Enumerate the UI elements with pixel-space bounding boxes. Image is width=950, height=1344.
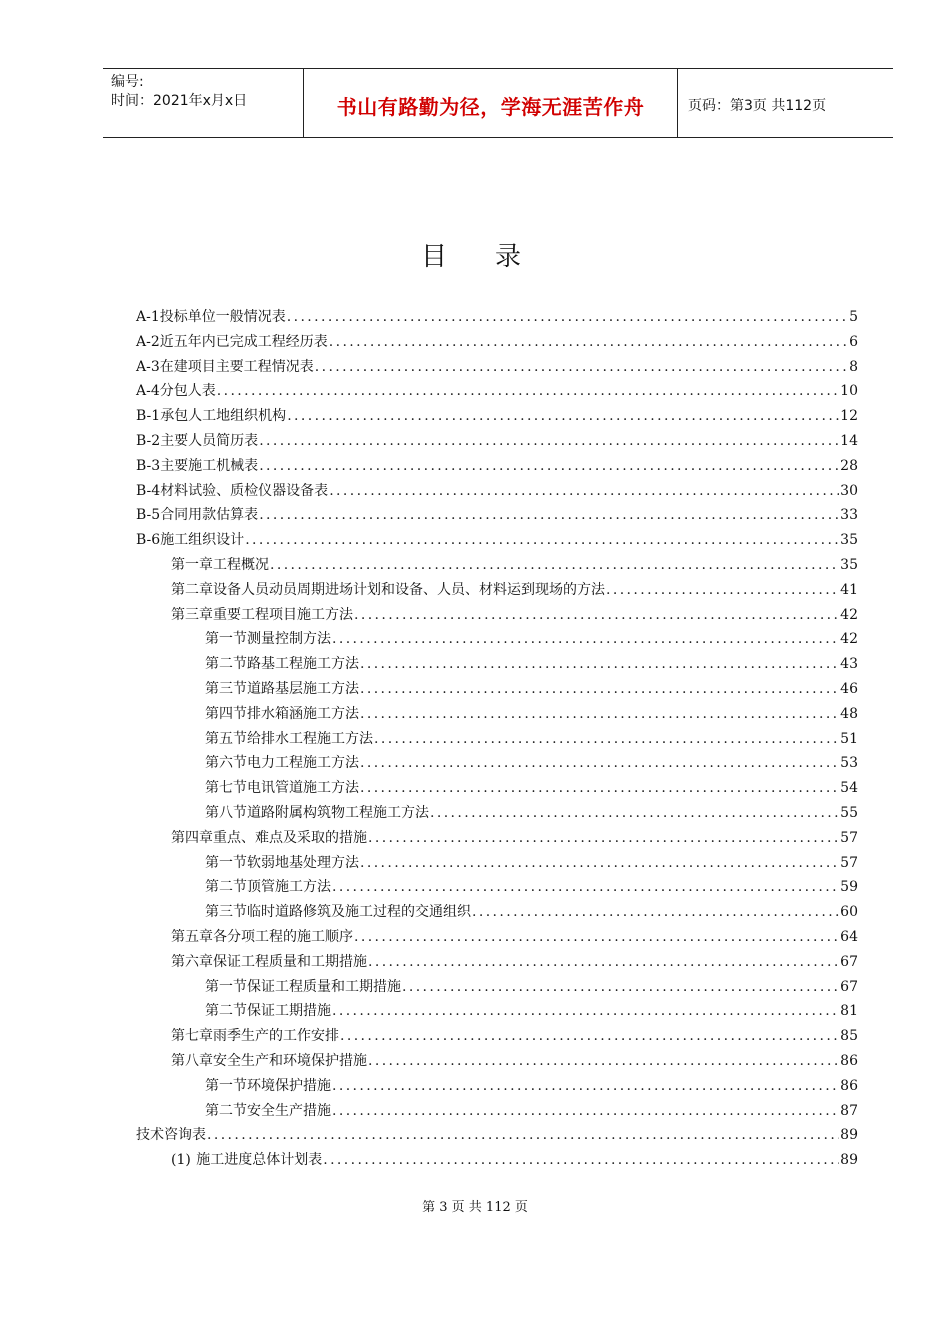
toc-entry-page: 67: [840, 978, 858, 995]
toc-entry-title: 施工组织设计: [160, 532, 245, 549]
toc-leader-dots: [329, 481, 839, 501]
toc-entry-code: B-4: [136, 482, 161, 499]
toc-entry-page: 6: [849, 333, 858, 350]
toc-entry-page: 81: [840, 1003, 858, 1020]
toc-entry-title: 投标单位一般情况表: [159, 309, 286, 325]
toc-leader-dots: [323, 1150, 839, 1170]
toc-entry-code: 第八节: [205, 805, 247, 821]
toc-entry[interactable]: [136, 303, 858, 327]
toc-entry-code: 第七章: [171, 1028, 213, 1045]
toc-entry-title: 电力工程施工方法: [247, 755, 359, 772]
toc-entry-page: 89: [840, 1127, 858, 1144]
toc-entry-title: 临时道路修筑及施工过程的交通组织: [247, 904, 471, 921]
toc-entry[interactable]: [171, 601, 858, 625]
toc-entry-page: 8: [849, 358, 858, 375]
toc-entry[interactable]: [205, 675, 858, 699]
toc-entry[interactable]: [205, 1097, 858, 1121]
toc-entry-title: 路基工程施工方法: [247, 656, 359, 673]
toc-entry-page: 5: [849, 309, 858, 325]
toc-leader-dots: [287, 406, 839, 426]
toc-entry-code: 第二节: [205, 1102, 247, 1119]
toc-entry-page: 42: [840, 631, 858, 648]
toc-entry-code: 第一章: [171, 557, 213, 573]
toc-leader-dots: [340, 1026, 839, 1046]
toc-entry-title: 承包人工地组织机构: [160, 408, 287, 425]
toc-entry-code: 第二节: [205, 879, 247, 896]
toc-entry-title: 重要工程项目施工方法: [213, 606, 353, 623]
toc-entry-title: 软弱地基处理方法: [247, 854, 359, 871]
toc-entry-title: 雨季生产的工作安排: [213, 1028, 339, 1045]
header-cell-motto: [304, 69, 678, 137]
toc-entry-page: 51: [840, 730, 858, 747]
toc-entry-title: 安全生产措施: [247, 1102, 331, 1119]
toc-entry-page: 41: [840, 581, 858, 598]
toc-entry-page: 67: [840, 953, 858, 970]
toc-leader-dots: [360, 654, 839, 674]
toc-entry-code: 第五章: [171, 929, 213, 945]
toc-entry-title: 工程概况: [213, 557, 269, 573]
time-label: 时间：2021年x月x日: [111, 93, 248, 109]
toc-entry-code: 第八章: [171, 1053, 213, 1069]
toc-entry-code: A-2: [136, 333, 160, 350]
toc-entry-code: 第三章: [171, 606, 213, 623]
toc-entry-code: 第二节: [205, 656, 247, 673]
page-footer: 第 3 页 共 112 页: [422, 1200, 528, 1215]
toc-entry[interactable]: [136, 328, 858, 352]
toc-entry[interactable]: [205, 898, 858, 922]
toc-entry-page: 85: [840, 1028, 858, 1045]
toc-entry[interactable]: [171, 1022, 858, 1046]
toc-entry-title: 技术咨询表: [136, 1127, 206, 1144]
toc-entry[interactable]: [205, 873, 858, 897]
toc-entry[interactable]: [136, 427, 858, 451]
toc-entry[interactable]: [171, 551, 858, 575]
toc-entry[interactable]: [136, 452, 858, 476]
toc-leader-dots: [207, 1125, 839, 1145]
toc-entry-title: 施工进度总体计划表: [196, 1152, 323, 1169]
toc-entry[interactable]: [205, 774, 858, 798]
toc-entry[interactable]: [205, 749, 858, 773]
toc-entry-code: B-5: [136, 507, 161, 524]
toc-entry-page: 55: [840, 805, 858, 821]
toc-leader-dots: [332, 629, 839, 649]
toc-entry-page: 35: [840, 557, 858, 573]
toc-leader-dots: [354, 605, 839, 625]
toc-entry-title: 在建项目主要工程情况表: [159, 358, 314, 375]
toc-entry-page: 54: [840, 780, 858, 797]
toc-entry-title: 保证工期措施: [247, 1003, 331, 1020]
toc-entry[interactable]: [205, 625, 858, 649]
toc-entry-code: 第四章: [171, 829, 213, 846]
toc-entry-title: 设备人员动员周期进场计划和设备、人员、材料运到现场的方法: [213, 581, 605, 598]
toc-entry-code: (1): [171, 1152, 191, 1169]
toc-leader-dots: [360, 679, 839, 699]
toc-entry[interactable]: [171, 1047, 858, 1071]
header-cell-meta: [103, 69, 304, 137]
toc-entry-page: 87: [840, 1102, 858, 1119]
toc-entry[interactable]: [171, 1146, 858, 1170]
toc-entry[interactable]: [136, 1121, 858, 1145]
toc-entry-code: 第四节: [205, 705, 247, 722]
toc-entry-code: 第五节: [205, 730, 247, 747]
toc-entry-title: 道路附属构筑物工程施工方法: [247, 805, 429, 821]
toc-entry[interactable]: [136, 377, 858, 401]
toc-entry[interactable]: [136, 353, 858, 377]
toc-entry-title: 排水箱涵施工方法: [247, 705, 359, 722]
toc-entry-code: B-2: [136, 433, 161, 449]
toc-entry-code: 第六节: [205, 755, 247, 772]
toc-entry-title: 保证工程质量和工期措施: [247, 978, 401, 995]
toc-entry-title: 安全生产和环境保护措施: [213, 1053, 367, 1069]
toc-entry-title: 道路基层施工方法: [247, 681, 359, 697]
toc-leader-dots: [368, 828, 839, 848]
toc-leader-dots: [402, 977, 839, 997]
toc-entry-code: A-4: [136, 383, 160, 400]
page-info: 页码：第3页 共112页: [688, 98, 827, 114]
toc-entry-title: 电讯管道施工方法: [247, 780, 359, 797]
toc-entry-page: 35: [840, 532, 858, 549]
page-title: 目录: [420, 242, 569, 272]
toc-entry[interactable]: [136, 402, 858, 426]
toc-leader-dots: [245, 530, 839, 550]
toc-entry[interactable]: [171, 923, 858, 947]
toc-leader-dots: [430, 803, 839, 823]
toc-entry-title: 主要施工机械表: [160, 457, 259, 474]
toc-entry[interactable]: [171, 948, 858, 972]
toc-entry-page: 10: [840, 383, 858, 400]
toc-entry-title: 重点、难点及采取的措施: [213, 829, 367, 846]
toc-entry-code: 第一节: [205, 978, 247, 995]
toc-leader-dots: [332, 1001, 839, 1021]
toc-entry-code: B-6: [136, 532, 161, 549]
toc-entry-page: 57: [840, 854, 858, 871]
toc-leader-dots: [332, 1076, 839, 1096]
toc-entry-page: 42: [840, 606, 858, 623]
toc-entry-page: 28: [840, 457, 858, 474]
toc-leader-dots: [606, 580, 839, 600]
toc-leader-dots: [270, 555, 839, 575]
header-table: [103, 68, 893, 138]
toc-leader-dots: [315, 357, 848, 377]
toc-leader-dots: [287, 307, 848, 327]
toc-entry-code: 第一节: [205, 1077, 247, 1094]
toc-entry-page: 43: [840, 656, 858, 673]
toc-entry[interactable]: [136, 501, 858, 525]
toc-leader-dots: [368, 1051, 839, 1071]
toc-entry-code: 第二节: [205, 1003, 247, 1020]
toc-leader-dots: [360, 704, 839, 724]
toc-entry[interactable]: [136, 526, 858, 550]
toc-entry-title: 主要人员简历表: [160, 433, 259, 449]
toc-leader-dots: [354, 927, 839, 947]
toc-leader-dots: [332, 877, 839, 897]
toc-entry[interactable]: [205, 650, 858, 674]
toc-leader-dots: [332, 1101, 839, 1121]
toc-entry-title: 保证工程质量和工期措施: [213, 953, 367, 970]
toc-entry-code: 第七节: [205, 780, 247, 797]
toc-entry-title: 各分项工程的施工顺序: [213, 929, 353, 945]
toc-entry[interactable]: [205, 973, 858, 997]
toc-entry[interactable]: [205, 997, 858, 1021]
toc-entry[interactable]: [205, 725, 858, 749]
toc-entry[interactable]: [136, 477, 858, 501]
toc-entry-title: 合同用款估算表: [160, 507, 259, 524]
toc-entry[interactable]: [171, 576, 858, 600]
toc-entry-page: 59: [840, 879, 858, 896]
toc-entry-title: 分包人表: [159, 383, 216, 400]
toc-entry-page: 60: [840, 904, 858, 921]
motto-text: 书山有路勤为径，学海无涯苦作舟: [336, 95, 645, 119]
toc-leader-dots: [259, 431, 839, 451]
toc-leader-dots: [217, 381, 839, 401]
toc-entry[interactable]: [205, 849, 858, 873]
toc-entry-title: 材料试验、质检仪器设备表: [160, 482, 329, 499]
toc-entry-page: 64: [840, 929, 858, 945]
toc-entry-page: 86: [840, 1053, 858, 1069]
toc-leader-dots: [329, 332, 848, 352]
toc-entry-title: 测量控制方法: [247, 631, 331, 648]
toc-entry-code: A-3: [136, 358, 160, 375]
toc-entry-page: 86: [840, 1077, 858, 1094]
toc-entry-code: 第三节: [205, 904, 247, 921]
toc-leader-dots: [360, 853, 839, 873]
toc-entry-page: 57: [840, 829, 858, 846]
toc-entry[interactable]: [205, 1072, 858, 1096]
toc-entry-page: 46: [840, 681, 858, 697]
toc-entry-page: 14: [840, 433, 858, 449]
toc-entry-title: 给排水工程施工方法: [247, 730, 373, 747]
toc-entry-code: 第一节: [205, 854, 247, 871]
toc-leader-dots: [259, 456, 839, 476]
toc-entry-title: 环境保护措施: [247, 1077, 331, 1094]
header-cell-page: [678, 69, 893, 137]
toc-leader-dots: [259, 505, 839, 525]
toc-entry-page: 30: [840, 482, 858, 499]
toc-entry-code: B-3: [136, 457, 161, 474]
toc-entry-page: 33: [840, 507, 858, 524]
toc-entry-page: 89: [840, 1152, 858, 1169]
toc-entry[interactable]: [205, 799, 858, 823]
toc-entry-page: 48: [840, 705, 858, 722]
toc-entry[interactable]: [171, 824, 858, 848]
toc-entry-title: 近五年内已完成工程经历表: [159, 333, 328, 350]
toc-entry-page: 53: [840, 755, 858, 772]
number-label: 编号:: [111, 74, 144, 90]
toc-entry-title: 顶管施工方法: [247, 879, 331, 896]
toc-leader-dots: [374, 729, 839, 749]
toc-entry-code: 第三节: [205, 681, 247, 697]
toc-leader-dots: [360, 753, 839, 773]
toc-entry-code: 第一节: [205, 631, 247, 648]
toc-entry-code: 第二章: [171, 581, 213, 598]
toc-entry-code: 第六章: [171, 953, 213, 970]
toc-entry-code: B-1: [136, 408, 161, 425]
toc-entry-code: A-1: [136, 309, 160, 325]
toc-leader-dots: [472, 902, 839, 922]
toc-entry[interactable]: [205, 700, 858, 724]
toc-entry-page: 12: [840, 408, 858, 425]
toc-leader-dots: [368, 952, 839, 972]
toc-leader-dots: [360, 778, 839, 798]
